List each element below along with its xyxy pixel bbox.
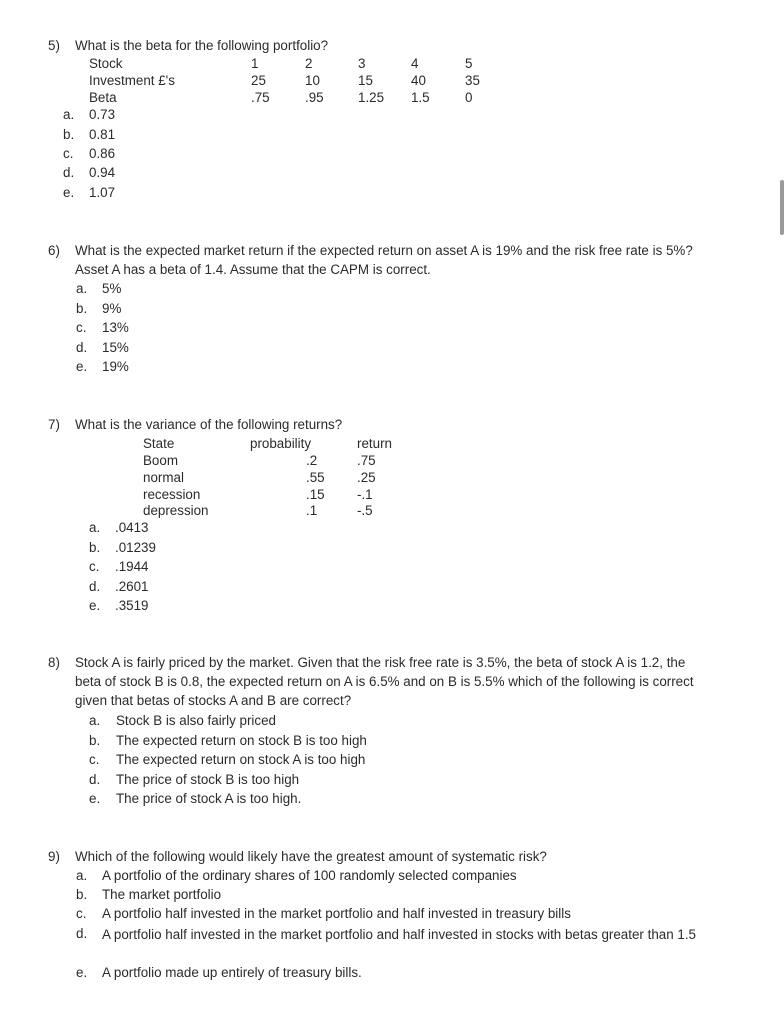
table-cell: 40 [411, 73, 426, 88]
option-text: .01239 [115, 540, 156, 555]
option-text: .0413 [115, 520, 149, 535]
option-text: A portfolio of the ordinary shares of 100 randomly selected companies [102, 868, 517, 883]
option-letter: d. [89, 579, 101, 594]
option-text: 0.86 [89, 146, 116, 161]
question-text: What is the variance of the following returns? [75, 417, 343, 432]
option-text: 15% [102, 340, 129, 355]
option-letter: b. [89, 733, 101, 748]
option-text: The price of stock B is too high [116, 772, 300, 787]
option-text: A portfolio half invested in the market portfolio and half invested in treasury bills [102, 906, 571, 921]
option-text: The expected return on stock A is too high [116, 752, 366, 767]
table-cell: normal [143, 470, 184, 485]
table-header: State [143, 436, 175, 451]
option-letter: b. [89, 540, 101, 555]
option-letter: d. [76, 340, 88, 355]
table-header: return [357, 436, 392, 451]
question-number: 5) [48, 38, 60, 53]
option-text: .3519 [115, 598, 149, 613]
option-text: 13% [102, 320, 129, 335]
question-number: 7) [48, 417, 60, 432]
table-cell: .2 [306, 453, 318, 468]
option-letter: e. [89, 791, 101, 806]
option-text: The market portfolio [102, 887, 222, 902]
option-text: A portfolio made up entirely of treasury bills. [102, 965, 362, 980]
option-letter: c. [89, 559, 100, 574]
option-text: 0.73 [89, 107, 116, 122]
table-cell: 35 [465, 73, 480, 88]
table-cell: recession [143, 487, 201, 502]
table-header: probability [250, 436, 312, 451]
option-letter: a. [89, 713, 101, 728]
option-text: The price of stock A is too high. [116, 791, 302, 806]
option-text: .1944 [115, 559, 149, 574]
table-cell: 0 [465, 90, 473, 105]
table-cell: .15 [306, 487, 325, 502]
table-cell: .55 [306, 470, 325, 485]
option-letter: a. [76, 868, 88, 883]
option-letter: d. [63, 165, 75, 180]
option-text: A portfolio half invested in the market portfolio and half invested in stocks with betas greater than 1.5 [102, 927, 696, 942]
question-number: 8) [48, 655, 60, 670]
option-text: .2601 [115, 579, 149, 594]
option-letter: c. [76, 320, 87, 335]
question-number: 6) [48, 243, 60, 258]
question-text: Stock A is fairly priced by the market. Given that the risk free rate is 3.5%, the beta of stock A is 1.2, the beta of stock B is 0.8, the expected return on A is 6.5% and on B is 5.5% which of the following is correct given that betas of stocks A and B are correct? [75, 655, 694, 708]
table-cell: 25 [251, 73, 266, 88]
option-letter: a. [76, 281, 88, 296]
table-cell: .95 [305, 90, 324, 105]
table-cell: 2 [305, 56, 313, 71]
table-row-label: Stock [89, 56, 123, 71]
question-text: What is the beta for the following portfolio? [75, 38, 329, 53]
table-cell: 10 [305, 73, 320, 88]
table-cell: .75 [251, 90, 270, 105]
option-letter: e. [76, 359, 88, 374]
table-cell: 1.5 [411, 90, 430, 105]
option-letter: b. [76, 887, 88, 902]
scrollbar-thumb[interactable] [780, 180, 784, 235]
option-text: 0.94 [89, 165, 116, 180]
option-text: The expected return on stock B is too high [116, 733, 367, 748]
option-letter: b. [76, 301, 88, 316]
option-letter: a. [89, 520, 101, 535]
table-row-label: Beta [89, 90, 117, 105]
option-letter: e. [89, 598, 101, 613]
table-cell: .1 [306, 503, 318, 518]
table-cell: depression [143, 503, 209, 518]
option-letter: c. [76, 906, 87, 921]
option-letter: d. [89, 772, 101, 787]
option-letter: c. [63, 146, 74, 161]
table-cell: -.5 [357, 503, 373, 518]
option-letter: e. [63, 185, 75, 200]
option-text: 9% [102, 301, 122, 316]
option-text: 1.07 [89, 185, 116, 200]
table-cell: -.1 [357, 487, 373, 502]
table-cell: Boom [143, 453, 178, 468]
option-letter: e. [76, 965, 88, 980]
option-letter: a. [63, 107, 75, 122]
option-text: 0.81 [89, 127, 116, 142]
option-text: 19% [102, 359, 129, 374]
option-letter: d. [76, 926, 88, 941]
table-cell: 3 [358, 56, 366, 71]
question-text: What is the expected market return if the expected return on asset A is 19% and the risk free rate is 5%? Asset A has a beta of 1.4. Assume that the CAPM is correct. [75, 243, 693, 277]
table-cell: 1.25 [358, 90, 385, 105]
table-cell: 4 [411, 56, 419, 71]
option-text: 5% [102, 281, 122, 296]
table-cell: .25 [357, 470, 376, 485]
table-cell: .75 [357, 453, 376, 468]
table-row-label: Investment £'s [89, 73, 175, 88]
option-text: Stock B is also fairly priced [116, 713, 277, 728]
table-cell: 1 [251, 56, 259, 71]
option-letter: c. [89, 752, 100, 767]
question-text: Which of the following would likely have the greatest amount of systematic risk? [75, 849, 547, 864]
table-cell: 5 [465, 56, 473, 71]
option-letter: b. [63, 127, 75, 142]
table-cell: 15 [358, 73, 373, 88]
question-number: 9) [48, 849, 60, 864]
